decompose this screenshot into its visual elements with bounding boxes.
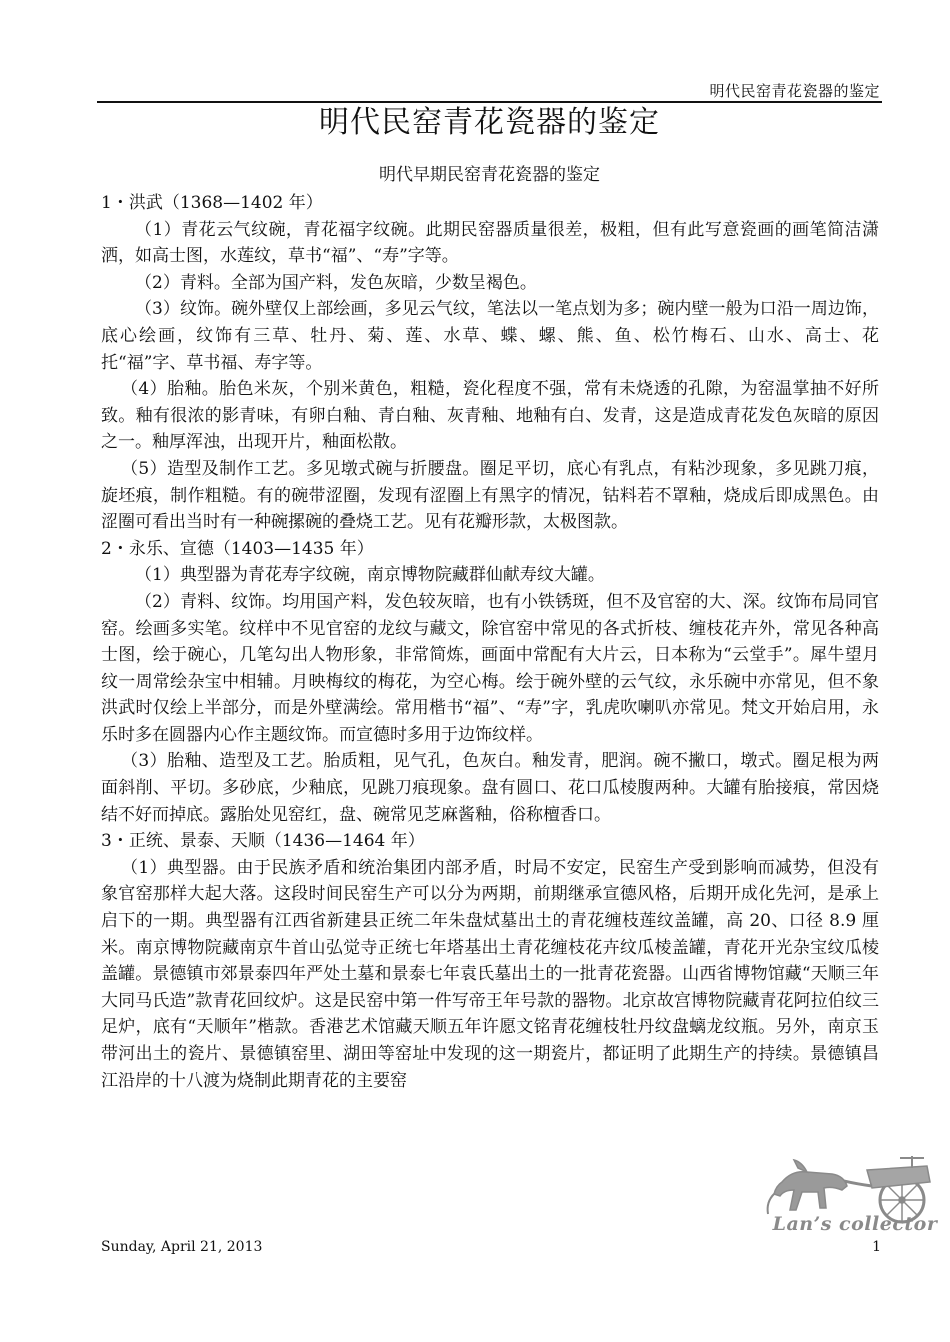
paragraph: （1）典型器。由于民族矛盾和统治集团内部矛盾，时局不安定，民窑生产受到影响而减势，但没有象官窑那样大起大落。这段时间民窑生产可以分为两期，前期继承宣德风格，后期开成化先河，是承上启下的一期。典型器有江西省新建县正统二年朱盘烒墓出土的青花缠枝莲纹盖罐，高 20、口径 8.9 厘米。南京博物院藏南京牛首山弘觉寺正统七年塔基出土青花缠枝花卉纹瓜棱盖罐，青花开光杂宝纹瓜棱盖罐。景德镇市郊景泰四年严处土墓和景泰七年袁氏墓出土的一批青花瓷器。山西省博物馆藏“天顺三年大同马氏造”款青花回纹炉。这是民窑中第一件写帝王年号款的器物。北京故宫博物院藏青花阿拉伯纹三足炉，底有“天顺年”楷款。香港艺术馆藏天顺五年许愿文铭青花缠枝牡丹纹盘螭龙纹瓶。另外，南京玉带河出土的瓷片、景德镇窑里、湖田等窑址中发现的这一期瓷片，都证明了此期生产的持续。景德镇昌江沿岸的十八渡为烧制此期青花的主要窑	[101, 857, 879, 1091]
document-body	[101, 190, 879, 1094]
section-heading: 3・正统、景泰、天顺（1436—1464 年）	[101, 831, 425, 852]
document-title: 明代民窑青花瓷器的鉴定	[319, 105, 660, 140]
running-header: 明代民窑青花瓷器的鉴定	[709, 82, 880, 100]
page-number: 1	[872, 1239, 881, 1255]
section-heading: 1・洪武（1368—1402 年）	[101, 193, 323, 213]
footer-date: Sunday, April 21, 2013	[101, 1239, 263, 1255]
paragraph: （1）典型器为青花寿字纹碗，南京博物院藏群仙献寿纹大罐。	[135, 565, 605, 586]
paragraph: （3）纹饰。碗外壁仅上部绘画，多见云气纹，笔法以一笔点划为多；碗内壁一般为口沿一周边饰，底心绘画，纹饰有三草、牡丹、菊、莲、水草、蝶、螺、熊、鱼、松竹梅石、山水、高士、花托“福”字、草书福、寿字等。	[101, 299, 879, 373]
paragraph: （5）造型及制作工艺。多见墩式碗与折腰盘。圈足平切，底心有乳点，有粘沙现象，多见跳刀痕，旋坯痕，制作粗糙。有的碗带涩圈，发现有涩圈上有黑字的情况，钴料若不罩釉，烧成后即成黑色。由涩圈可看出当时有一种碗摞碗的叠烧工艺。见有花瓣形款，太极图款。	[101, 458, 879, 533]
paragraph: （1）青花云气纹碗，青花福字纹碗。此期民窑器质量很差，极粗，但有此写意瓷画的画笔简洁潇洒，如高士图，水莲纹，草书“福”、“寿”字等。	[101, 219, 879, 267]
section-heading: 2・永乐、宣德（1403—1435 年）	[101, 538, 374, 559]
paragraph: （3）胎釉、造型及工艺。胎质粗，见气孔，色灰白。釉发青，肥润。碗不撇口，墩式。圈足根为两面斜削、平切。多砂底，少釉底，见跳刀痕现象。盘有圆口、花口瓜棱腹两种。大罐有胎接痕，常因烧结不好而掉底。露胎处见窑红，盘、碗常见芝麻酱釉，俗称檀香口。	[101, 751, 879, 825]
watermark-text: Lan’s collector	[772, 1213, 938, 1235]
paragraph: （2）青料、纹饰。均用国产料，发色较灰暗，也有小铁锈斑，但不及官窑的大、深。纹饰布局同官窑。绘画多实笔。纹样中不见官窑的龙纹与藏文，除官窑中常见的各式折枝、缠枝花卉外，常见各种高士图，绘于碗心，几笔勾出人物形象，非常简炼，画面中常配有大片云，日本称为“云堂手”。犀牛望月纹一周常绘杂宝中相辅。月映梅纹的梅花，为空心梅。绘于碗外壁的云气纹，永乐碗中亦常见，但不象洪武时仅绘上半部分，而是外壁满绘。常用楷书“福”、“寿”字，乳虎吹喇叭亦常见。梵文开始启用，永乐时多在圆器内心作主题纹饰。而宣德时多用于边饰纹样。	[101, 591, 879, 745]
paragraph: （4）胎釉。胎色米灰，个别米黄色，粗糙，瓷化程度不强，常有未烧透的孔隙，为窑温掌抽不好所致。釉有很浓的影青味，有卵白釉、青白釉、灰青釉、地釉有白、发青，这是造成青花发色灰暗的原因之一。釉厚浑浊，出现开片，釉面松散。	[101, 379, 879, 453]
document-subtitle: 明代早期民窑青花瓷器的鉴定	[379, 165, 600, 185]
paragraph: （2）青料。全部为国产料，发色灰暗，少数呈褐色。	[135, 272, 537, 293]
